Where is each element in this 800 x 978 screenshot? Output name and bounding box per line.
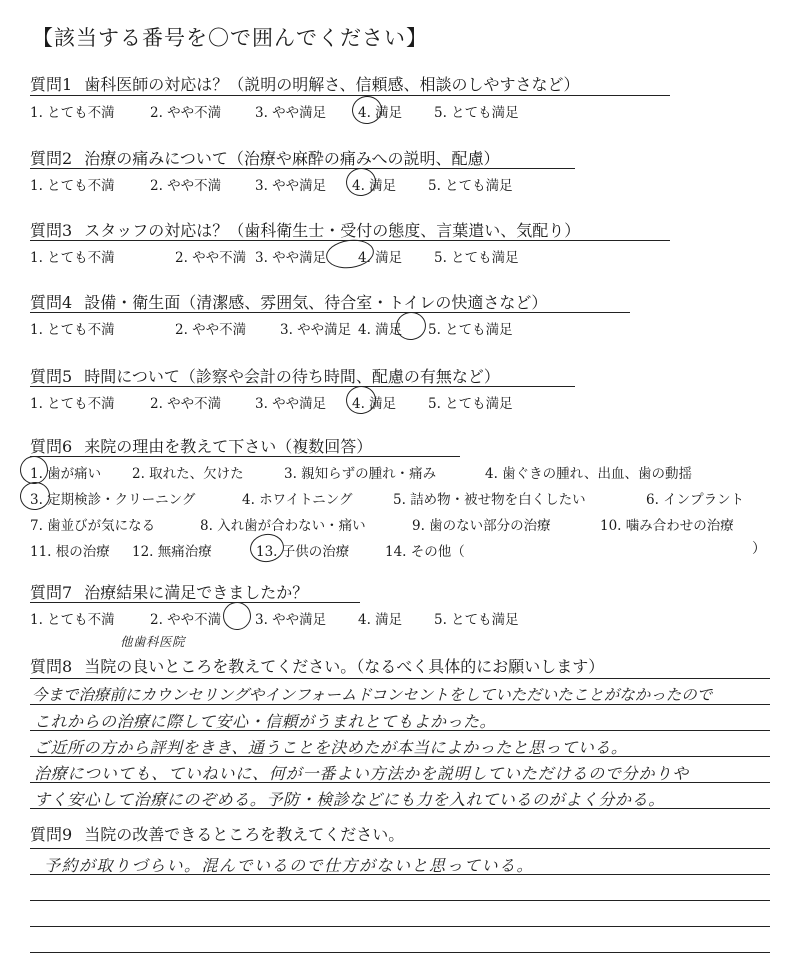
question-heading (30, 822, 670, 845)
question-number: 質問1 (30, 75, 73, 94)
handwritten-answer-line: 今まで治療前にカウンセリングやインフォームドコンセントをしていただいたことがなかったので (32, 686, 713, 704)
underline (30, 602, 360, 603)
option-2[interactable]: 2. やや不満 (150, 396, 222, 412)
option-2[interactable]: 2. やや不満 (175, 322, 247, 338)
reason-option[interactable]: 1. 歯が痛い (30, 466, 102, 482)
option-3[interactable]: 3. やや満足 (280, 322, 352, 338)
underline (30, 386, 575, 387)
option-1[interactable]: 1. とても不満 (30, 178, 115, 194)
option-1[interactable]: 1. とても不満 (30, 612, 115, 628)
handwritten-answer-line: すく安心して治療にのぞめる。予防・検診などにも力を入れているのがよく分かる。 (34, 790, 665, 809)
option-1[interactable]: 1. とても不満 (30, 250, 115, 266)
other-close-bracket: ） (752, 541, 766, 557)
question-text: 設備・衛生面（清潔感、雰囲気、待合室・トイレの快適さなど） (84, 293, 548, 312)
question-text: 当院の良いところを教えてください。（なるべく具体的にお願いします） (84, 657, 605, 676)
question-text: 治療結果に満足できましたか？ (84, 583, 309, 602)
question-number: 質問3 (30, 221, 73, 240)
question-text: 治療の痛みについて（治療や麻酔の痛みへの説明、配慮） (84, 149, 500, 168)
handwritten-answer-line: ご近所の方から評判をきき、通うことを決めたが本当によかったと思っている。 (34, 738, 628, 757)
option-2[interactable]: 2. やや不満 (150, 178, 222, 194)
reason-option[interactable]: 3. 親知らずの腫れ・痛み (284, 466, 437, 482)
reason-option[interactable]: 8. 入れ歯が合わない・痛い (200, 518, 366, 534)
reason-option[interactable]: 10. 噛み合わせの治療 (600, 518, 734, 534)
option-3[interactable]: 3. やや満足 (255, 178, 327, 194)
question-heading (30, 434, 670, 457)
option-1[interactable]: 1. とても不満 (30, 396, 115, 412)
option-5[interactable]: 5. とても満足 (434, 612, 519, 628)
reason-option[interactable]: 7. 歯並びが気になる (30, 518, 156, 534)
writing-line (30, 900, 770, 901)
reason-option[interactable]: 14. その他（ (385, 544, 465, 560)
underline (30, 456, 460, 457)
question-heading (30, 290, 670, 313)
question-number: 質問7 (30, 583, 73, 602)
question-text: 当院の改善できるところを教えてください。 (84, 825, 405, 844)
option-5[interactable]: 5. とても満足 (434, 250, 519, 266)
handwritten-answer-line: 予約が取りづらい。混んでいるので仕方がないと思っている。 (44, 856, 535, 875)
option-4[interactable]: 4. 満足 (358, 250, 403, 266)
question-text: スタッフの対応は？（歯科衛生士・受付の態度、言葉遣い、気配り） (84, 221, 581, 240)
option-4[interactable]: 4. 満足 (358, 612, 403, 628)
reason-option[interactable]: 2. 取れた、欠けた (132, 466, 244, 482)
question-text: 歯科医師の対応は？（説明の明解さ、信頼感、相談のしやすさなど） (84, 75, 580, 94)
option-2[interactable]: 2. やや不満 (150, 105, 222, 121)
option-3[interactable]: 3. やや満足 (255, 612, 327, 628)
option-3[interactable]: 3. やや満足 (255, 250, 327, 266)
reason-option[interactable]: 13. 子供の治療 (256, 544, 350, 560)
option-3[interactable]: 3. やや満足 (255, 396, 327, 412)
reason-option[interactable]: 4. 歯ぐきの腫れ、出血、歯の動揺 (485, 466, 692, 482)
question-heading (30, 218, 670, 241)
reason-option[interactable]: 11. 根の治療 (30, 544, 110, 560)
option-4[interactable]: 4. 満足 (358, 322, 403, 338)
handwritten-note: 他歯科医院 (120, 634, 186, 649)
option-1[interactable]: 1. とても不満 (30, 105, 115, 121)
underline (30, 95, 670, 96)
reason-option[interactable]: 6. インプラント (646, 492, 745, 508)
question-heading (30, 72, 670, 95)
question-number: 質問8 (30, 657, 73, 676)
question-heading (30, 580, 670, 603)
option-1[interactable]: 1. とても不満 (30, 322, 115, 338)
option-2[interactable]: 2. やや不満 (150, 612, 222, 628)
reason-option[interactable]: 4. ホワイトニング (242, 492, 353, 508)
question-heading (30, 364, 670, 387)
underline (30, 168, 575, 169)
reason-option[interactable]: 9. 歯のない部分の治療 (412, 518, 551, 534)
option-5[interactable]: 5. とても満足 (428, 396, 513, 412)
option-5[interactable]: 5. とても満足 (428, 178, 513, 194)
question-heading (30, 654, 750, 677)
option-4[interactable]: 4. 満足 (358, 105, 403, 121)
form-title: 【該当する番号を〇で囲んでください】 (32, 26, 428, 50)
option-5[interactable]: 5. とても満足 (428, 322, 513, 338)
question-number: 質問5 (30, 367, 73, 386)
underline (30, 240, 670, 241)
reason-option[interactable]: 5. 詰め物・被せ物を白くしたい (393, 492, 586, 508)
option-2[interactable]: 2. やや不満 (175, 250, 247, 266)
reason-option[interactable]: 12. 無痛治療 (132, 544, 212, 560)
reason-option[interactable]: 3. 定期検診・クリーニング (30, 492, 196, 508)
option-5[interactable]: 5. とても満足 (434, 105, 519, 121)
option-4[interactable]: 4. 満足 (352, 396, 397, 412)
writing-line (30, 926, 770, 927)
handwritten-answer-line: これからの治療に際して安心・信頼がうまれとてもよかった。 (34, 712, 497, 731)
underline (30, 312, 630, 313)
question-text: 時間について（診察や会計の待ち時間、配慮の有無など） (84, 367, 500, 386)
question-text: 来院の理由を教えて下さい（複数回答） (84, 437, 373, 456)
question-number: 質問6 (30, 437, 73, 456)
writing-line (30, 678, 770, 679)
selection-circle (221, 600, 253, 632)
handwritten-answer-line: 治療についても、ていねいに、何が一番よい方法かを説明していただけるので分かりや (34, 764, 689, 783)
writing-line (30, 848, 770, 849)
option-4[interactable]: 4. 満足 (352, 178, 397, 194)
question-number: 質問9 (30, 825, 73, 844)
question-number: 質問2 (30, 149, 73, 168)
writing-line (30, 952, 770, 953)
question-heading (30, 146, 670, 169)
option-3[interactable]: 3. やや満足 (255, 105, 327, 121)
question-number: 質問4 (30, 293, 73, 312)
